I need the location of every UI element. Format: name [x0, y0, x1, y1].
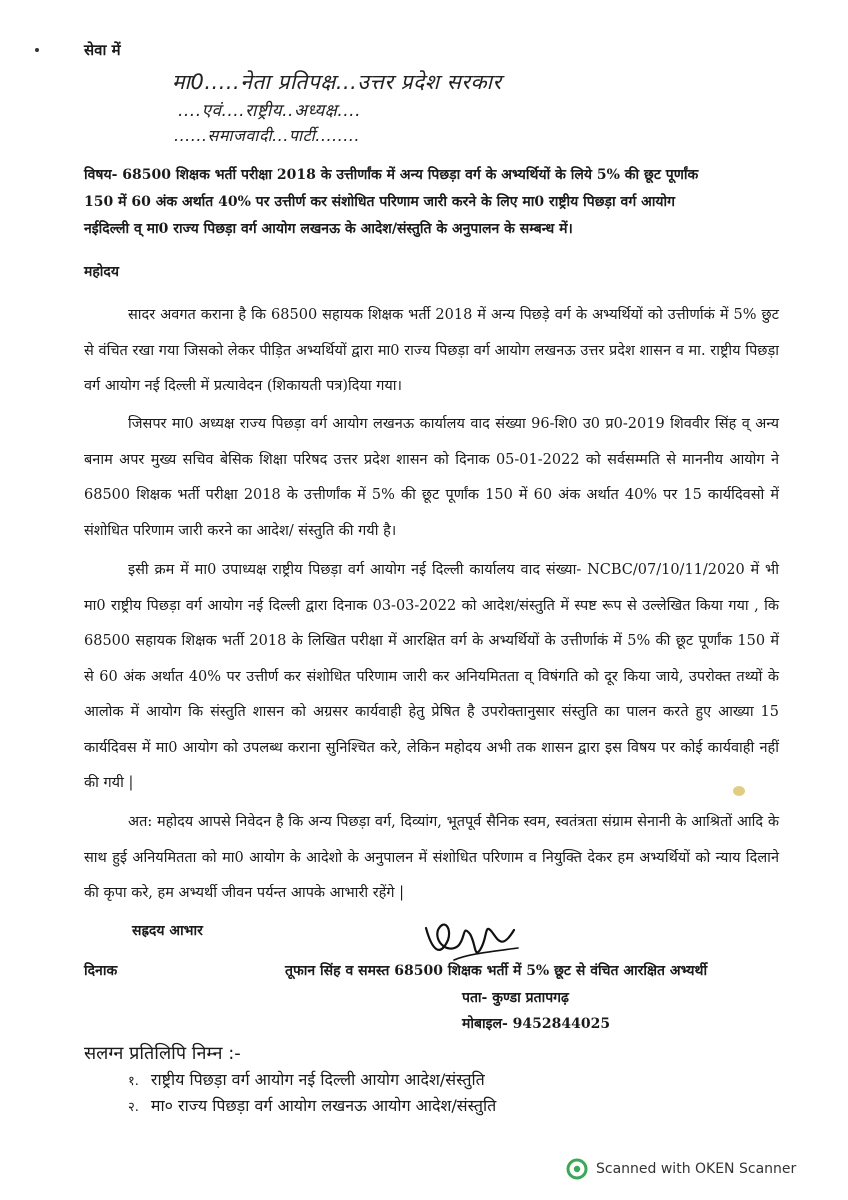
closing: सह्रदय आभार	[132, 923, 203, 939]
oken-scanner-logo-icon	[566, 1158, 588, 1180]
enclosure-1-number: १.	[128, 1074, 139, 1089]
paragraph-2-text: जिसपर मा0 अध्यक्ष राज्य पिछड़ा वर्ग आयोग लखनऊ कार्यालय वाद संख्या 96-शि0 उ0 प्र0-2019 शिववीर सिंह व् अन्य बनाम अपर मुख्य सचिव बेसिक शिक्षा परिषद उत्तर प्रदेश शासन को दिनाक 05-01-2022 को सर्वसम्मति से माननीय आयोग ने 68500 शिक्षक भर्ती परीक्षा 2018 के उत्तीर्णांक में 5% की छूट पूर्णांक 150 में 60 अंक अर्थात 40% पर 15 कार्यदिवसो में संशोधित परिणाम जारी करने का आदेश/ संस्तुति की गयी है।	[84, 416, 779, 539]
scan-speck	[35, 48, 39, 52]
enclosure-2-number: २.	[128, 1100, 139, 1115]
scanner-watermark	[566, 1158, 796, 1180]
enclosures-heading: सलग्न प्रतिलिपि निम्न :-	[84, 1043, 241, 1064]
scan-smudge	[733, 786, 745, 796]
paragraph-4-text: अत: महोदय आपसे निवेदन है कि अन्य पिछड़ा वर्ग, दिव्यांग, भूतपूर्व सैनिक स्वम, स्वतंत्रता संग्राम सेनानी के आश्रितों आदि के साथ हुई अनियमितता को मा0 आयोग के आदेशो के अनुपालन में संशोधित परिणाम व नियुक्ति देकर हम अभ्यर्थियों को न्याय दिलाने की कृपा करे, हम अभ्यर्थी जीवन पर्यन्त आपके आभारी रहेंगे |	[84, 814, 779, 901]
date-label: दिनाक	[84, 963, 118, 979]
enclosure-2-text: मा० राज्य पिछड़ा वर्ग आयोग लखनऊ आयोग आदेश/संस्तुति	[150, 1096, 497, 1115]
body-paragraph-4	[84, 805, 779, 912]
body-paragraph-2	[84, 407, 779, 549]
addressee-line-1: मा0.....नेता प्रतिपक्ष...उत्तर प्रदेश सरकार	[172, 70, 502, 94]
addressee-line-3: ......समाजवादी...पार्टी........	[174, 126, 360, 145]
paragraph-3-text: इसी क्रम में मा0 उपाध्यक्ष राष्ट्रीय पिछड़ा वर्ग आयोग नई दिल्ली कार्यालय वाद संख्या- NCBC/07/10/11/2020 में भी मा0 राष्ट्रीय पिछड़ा वर्ग आयोग नई दिल्ली द्वारा दिनाक 03-03-2022 को आदेश/संस्तुति में स्पष्ट रूप से उल्लेखित किया गया , कि 68500 सहायक शिक्षक भर्ती 2018 के लिखित परीक्षा में आरक्षित वर्ग के अभ्यर्थियों के उत्तीर्णाकं में 5% की छूट पूर्णांक 150 में से 60 अंक अर्थात 40% पर उत्तीर्ण कर संशोधित परिणाम जारी कर अनियमितता व् विषंगति को दूर किया जाये, उपरोक्त तथ्यों के आलोक में आयोग कि संस्तुति शासन को अग्रसर कार्यवाही हेतु प्रेषित है उपरोक्तानुसार संस्तुति का पालन करते हुए आख्या 15 कार्यदिवस में मा0 आयोग को उपलब्ध कराना सुनिश्चित करे, लेकिन महोदय अभी तक शासन द्वारा इस विषय पर कोई कार्यवाही नहीं की गयी |	[84, 562, 779, 791]
salutation: महोदय	[84, 264, 119, 280]
enclosure-item-1	[128, 1068, 485, 1090]
enclosure-1-text: राष्ट्रीय पिछड़ा वर्ग आयोग नई दिल्ली आयोग आदेश/संस्तुति	[150, 1070, 485, 1089]
body-paragraph-3	[84, 553, 779, 802]
sender-mobile: मोबाइल- 9452844025	[462, 1016, 611, 1032]
subject-line-2: 150 में 60 अंक अर्थात 40% पर उत्तीर्ण कर संशोधित परिणाम जारी करने के लिए मा0 राष्ट्रीय पिछड़ा वर्ग आयोग	[84, 194, 676, 210]
to-label: सेवा में	[84, 41, 121, 59]
enclosure-item-2	[128, 1094, 496, 1116]
subject-line-1: विषय- 68500 शिक्षक भर्ती परीक्षा 2018 के उत्तीर्णांक में अन्य पिछड़ा वर्ग के अभ्यर्थियों के लिये 5% की छूट पूर्णांक	[84, 167, 699, 183]
addressee-line-2: ....एवं....राष्ट्रीय..अध्यक्ष....	[178, 101, 361, 121]
scanner-label: Scanned with OKEN Scanner	[596, 1161, 797, 1177]
sender-address: पता- कुण्डा प्रतापगढ़	[462, 990, 569, 1006]
subject-line-3: नईदिल्ली व् मा0 राज्य पिछड़ा वर्ग आयोग लखनऊ के आदेश/संस्तुति के अनुपालन के सम्बन्ध में।	[84, 221, 573, 237]
paragraph-1-text: सादर अवगत कराना है कि 68500 सहायक शिक्षक भर्ती 2018 में अन्य पिछड़े वर्ग के अभ्यर्थियों को उत्तीर्णाकं में 5% छुट से वंचित रखा गया जिसको लेकर पीड़ित अभ्यर्थियों द्वारा मा0 राज्य पिछड़ा वर्ग आयोग लखनऊ उत्तर प्रदेश शासन व मा. राष्ट्रीय पिछड़ा वर्ग आयोग नई दिल्ली में प्रत्यावेदन (शिकायती पत्र)दिया गया।	[84, 307, 779, 394]
body-paragraph-1	[84, 298, 779, 405]
sender-name: तूफान सिंह व समस्त 68500 शिक्षक भर्ती में 5% छूट से वंचित आरक्षित अभ्यर्थी	[285, 963, 708, 979]
